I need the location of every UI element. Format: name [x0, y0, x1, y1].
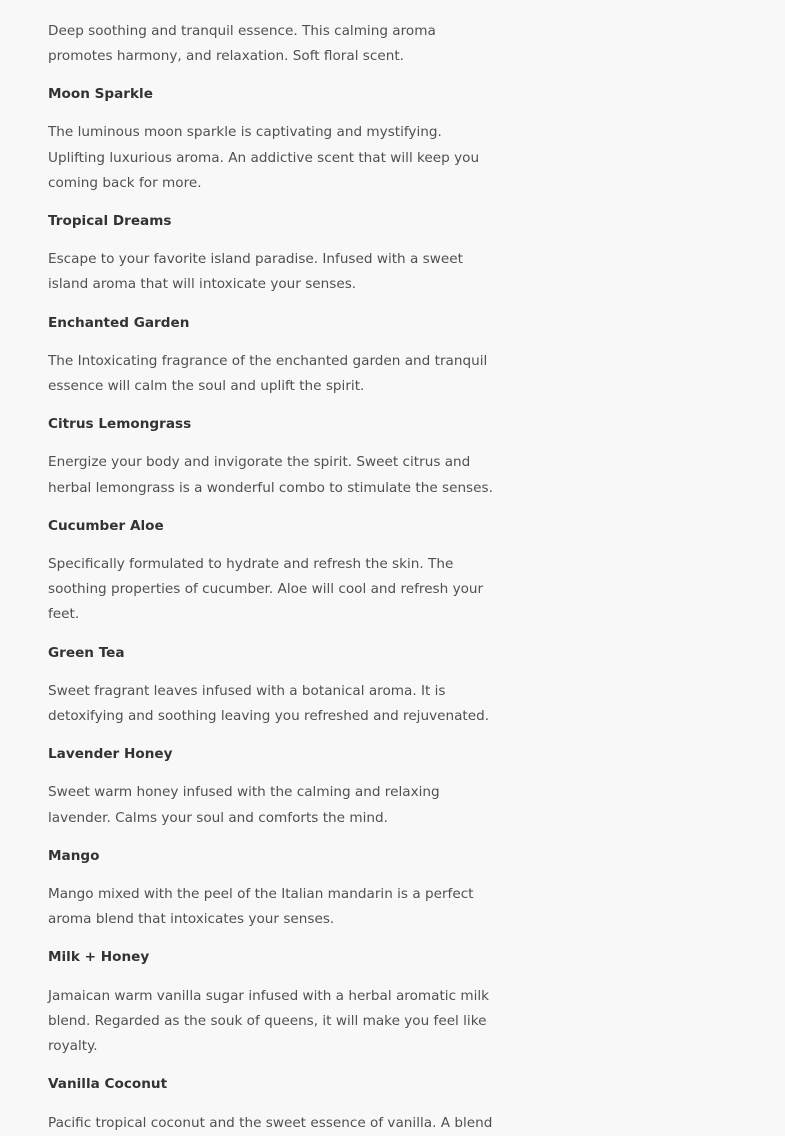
scent-description-citrus-lemongrass: Energize your body and invigorate the spirit. Sweet citrus and herbal lemongrass is a wonderful combo to stimulate the senses.	[48, 454, 493, 496]
scent-title-lavender-honey: Lavender Honey	[48, 746, 173, 763]
intro-description: Deep soothing and tranquil essence. This calming aroma promotes harmony, and relaxation. Soft floral scent.	[48, 22, 436, 64]
scent-description-milk-honey: Jamaican warm vanilla sugar infused with a herbal aromatic milk blend. Regarded as the souk of queens, it will make you feel like royalty.	[48, 987, 490, 1055]
scent-description-enchanted-garden: The Intoxicating fragrance of the enchanted garden and tranquil essence will calm the soul and uplift the spirit.	[48, 352, 488, 395]
scent-title-green-tea: Green Tea	[48, 644, 125, 661]
scent-title-cucumber-aloe: Cucumber Aloe	[48, 517, 164, 534]
scent-description-vanilla-coconut: Pacific tropical coconut and the sweet essence of vanilla. A blend	[48, 1114, 493, 1131]
scent-description-tropical-dreams: Escape to your favorite island paradise. Infused with a sweet island aroma that will intoxicate your senses.	[48, 251, 463, 293]
scent-title-mango: Mango	[48, 847, 100, 864]
scent-title-milk-honey: Milk + Honey	[48, 949, 150, 966]
scent-title-enchanted-garden: Enchanted Garden	[48, 314, 190, 331]
scent-title-moon-sparkle: Moon Sparkle	[48, 86, 153, 103]
scent-description-cucumber-aloe: Specifically formulated to hydrate and refresh the skin. The soothing properties of cucumber. Aloe will cool and refresh your feet.	[48, 556, 484, 623]
scent-description-mango: Mango mixed with the peel of the Italian mandarin is a perfect aroma blend that intoxicates your senses.	[48, 886, 474, 928]
scent-description-lavender-honey: Sweet warm honey infused with the calming and relaxing lavender. Calms your soul and comforts the mind.	[48, 784, 440, 826]
scent-description-green-tea: Sweet fragrant leaves infused with a botanical aroma. It is detoxifying and soothing leaving you refreshed and rejuvenated.	[48, 682, 490, 725]
scent-title-citrus-lemongrass: Citrus Lemongrass	[48, 416, 192, 433]
scent-title-vanilla-coconut: Vanilla Coconut	[48, 1076, 168, 1093]
scent-description-moon-sparkle: The luminous moon sparkle is captivating and mystifying. Uplifting luxurious aroma. An addictive scent that will keep you coming back for more.	[48, 124, 480, 191]
scent-title-tropical-dreams: Tropical Dreams	[48, 213, 172, 230]
